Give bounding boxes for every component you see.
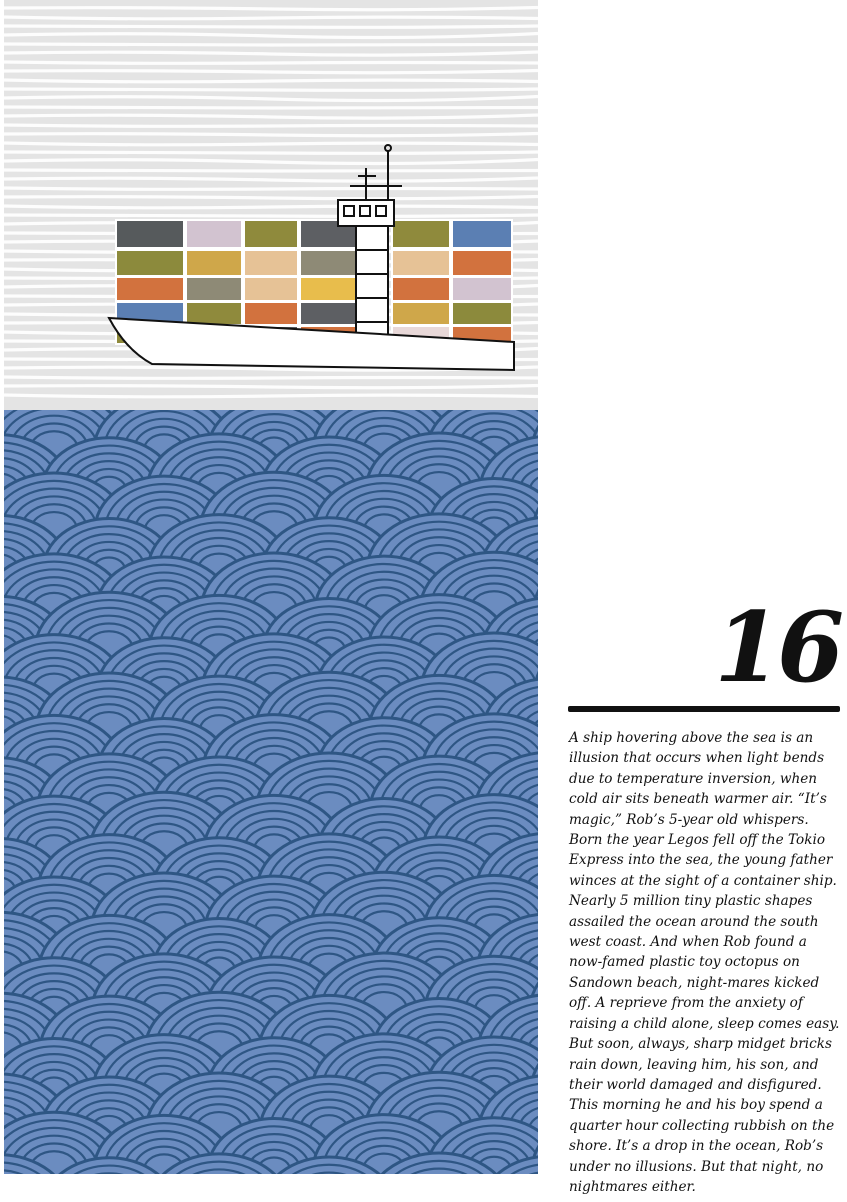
container-box	[392, 250, 450, 276]
container-box	[186, 250, 242, 276]
container-box	[116, 277, 184, 301]
container-box	[244, 250, 298, 276]
container-box	[452, 250, 512, 276]
sky-streak	[4, 62, 538, 63]
container-box	[244, 302, 298, 325]
container-box	[186, 277, 242, 301]
container-box	[300, 277, 358, 301]
container-box	[452, 277, 512, 301]
sky-streak	[4, 377, 538, 378]
sky-streak	[4, 26, 538, 27]
sky-streak	[4, 152, 538, 153]
sky-streak	[4, 17, 538, 19]
sky-streak	[4, 107, 538, 108]
sky-streak	[4, 395, 538, 397]
bridge-tower	[356, 226, 388, 348]
sky-streak	[4, 80, 538, 82]
container-box	[186, 302, 242, 325]
ship-illustration	[4, 0, 538, 1174]
container-box	[116, 220, 184, 248]
container-box	[300, 302, 358, 325]
sky-streak	[4, 188, 538, 189]
container-box	[392, 277, 450, 301]
container-box	[186, 220, 242, 248]
divider-rule	[568, 706, 840, 712]
container-box	[392, 302, 450, 325]
container-box	[244, 220, 298, 248]
story-text: A ship hovering above the sea is an illusion that occurs when light bends due to temperature inversion, when cold air sits beneath warmer air. “It’s magic,” Rob’s 5-year old whispers. Born the year Legos fell off the Tokio Express into the sea, the young father winces at the sight of a container ship. Nearly 5 million tiny plastic shapes assailed the ocean around the south west coast. And when Rob found a now-famed plastic toy octopus on Sandown beach, night-mares kicked off. A reprieve from the anxiety of raising a child alone, sleep comes easy. But soon, always, sharp midget bricks rain down, leaving him, his son, and their world damaged and disfigured. This morning he and his boy spend a quarter hour collecting rubbish on the shore. It’s a drop in the ocean, Rob’s under no illusions. But that night, no nightmares either.	[569, 730, 840, 1195]
container-box	[452, 220, 512, 248]
page-number: 16	[714, 591, 840, 704]
sky-streak	[4, 125, 538, 126]
container-box	[392, 220, 450, 248]
container-box	[300, 250, 358, 276]
sea-waves	[4, 392, 538, 1174]
sky-streak	[4, 170, 538, 171]
sky-streak	[4, 44, 538, 45]
sky-streak	[4, 143, 538, 145]
container-box	[116, 250, 184, 276]
container-box	[452, 302, 512, 325]
container-box	[244, 277, 298, 301]
sky-streak	[4, 89, 538, 90]
sky-streak	[4, 215, 538, 216]
sky-streak	[4, 206, 538, 208]
